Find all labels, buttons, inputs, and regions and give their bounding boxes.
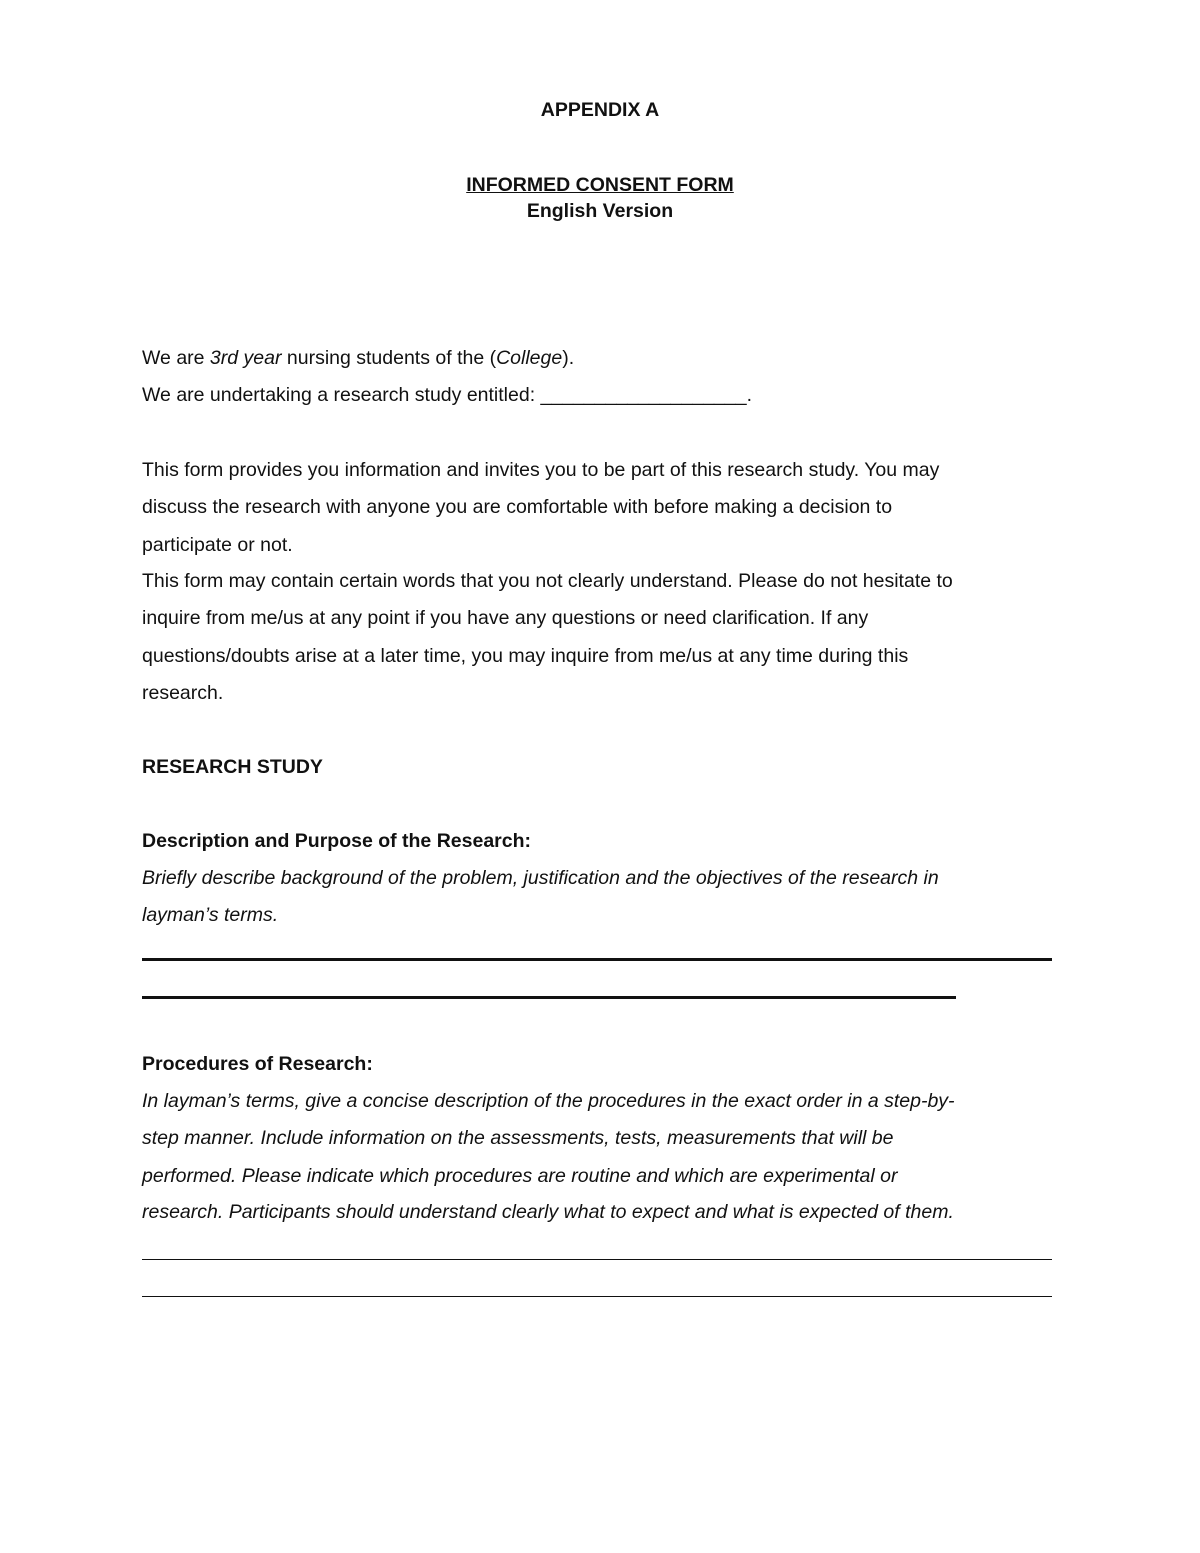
college-name: College	[496, 347, 563, 369]
procedures-heading: Procedures of Research:	[142, 1053, 373, 1075]
appendix-title: APPENDIX A	[540, 99, 660, 121]
info-paragraph-line: questions/doubts arise at a later time, you may inquire from me/us at any time during this	[142, 645, 909, 667]
procedures-instruction-line: performed. Please indicate which procedures are routine and which are experimental or	[142, 1165, 898, 1187]
description-heading: Description and Purpose of the Research:	[142, 830, 532, 852]
intro-text: We are	[142, 347, 210, 369]
info-paragraph-line: This form provides you information and invites you to be part of this research study. You may	[142, 459, 940, 481]
form-title: INFORMED CONSENT FORM	[466, 174, 734, 196]
procedures-instruction-line: In layman’s terms, give a concise description of the procedures in the exact order in a step-by-	[142, 1090, 955, 1112]
intro-text: nursing students of the (	[281, 347, 497, 369]
research-study-heading: RESEARCH STUDY	[142, 756, 323, 778]
answer-blank-line	[142, 958, 1052, 961]
info-paragraph-line: This form may contain certain words that you not clearly understand. Please do not hesitate to	[142, 570, 953, 592]
info-paragraph-line: participate or not.	[142, 534, 293, 556]
procedures-instruction-line: step manner. Include information on the assessments, tests, measurements that will be	[142, 1127, 894, 1149]
intro-text: ).	[562, 347, 575, 369]
answer-blank-line	[142, 1259, 1052, 1260]
study-title-line: We are undertaking a research study entitled: ___________________.	[142, 384, 753, 406]
procedures-instruction-line: research. Participants should understand clearly what to expect and what is expected of them.	[142, 1201, 954, 1223]
student-year: 3rd year	[209, 347, 282, 369]
description-instruction-line: layman’s terms.	[142, 904, 279, 926]
version-subtitle: English Version	[526, 200, 674, 222]
answer-blank-line	[142, 996, 956, 999]
info-paragraph-line: discuss the research with anyone you are comfortable with before making a decision to	[142, 496, 893, 518]
info-paragraph-line: research.	[142, 682, 224, 704]
intro-line-1	[142, 346, 574, 370]
description-instruction-line: Briefly describe background of the problem, justification and the objectives of the research in	[142, 867, 939, 889]
answer-blank-line	[142, 1296, 1052, 1297]
info-paragraph-line: inquire from me/us at any point if you have any questions or need clarification. If any	[142, 607, 869, 629]
